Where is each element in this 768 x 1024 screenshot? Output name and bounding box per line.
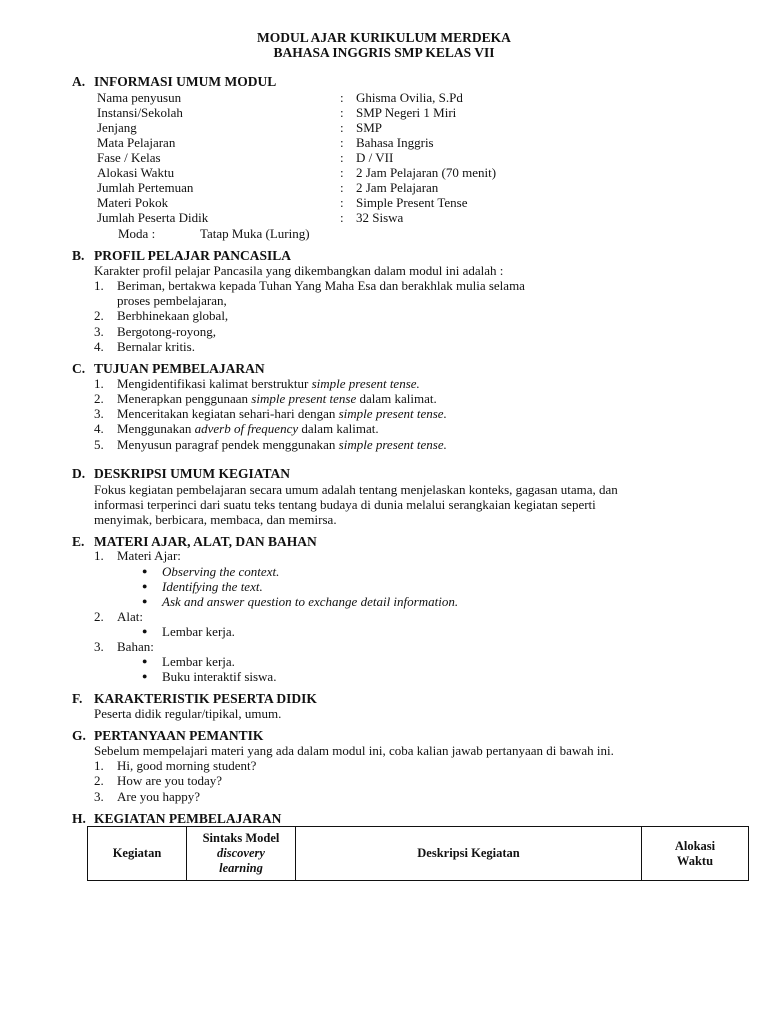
list-item-continuation: proses pembelajaran,: [117, 293, 227, 308]
section-title: PROFIL PELAJAR PANCASILA: [94, 248, 292, 263]
info-value: Simple Present Tense: [356, 195, 468, 210]
info-colon: :: [340, 150, 344, 165]
info-colon: :: [340, 195, 344, 210]
section-e-heading: [72, 534, 317, 550]
info-value: 2 Jam Pelajaran: [356, 180, 439, 195]
list-number: 2.: [94, 609, 104, 624]
bullet-icon: ●: [142, 581, 148, 591]
info-value: 2 Jam Pelajaran (70 menit): [356, 165, 497, 180]
table-header-row: [88, 827, 749, 881]
info-value: Ghisma Ovilia, S.Pd: [356, 90, 463, 105]
section-c-heading: [72, 361, 265, 377]
section-title: DESKRIPSI UMUM KEGIATAN: [94, 466, 291, 481]
section-d-heading: [72, 466, 290, 482]
list-item: How are you today?: [117, 773, 223, 788]
list-item: Bernalar kritis.: [117, 339, 195, 354]
list-number: 2.: [94, 308, 104, 323]
list-number: 3.: [94, 789, 104, 804]
info-value: SMP: [356, 120, 383, 135]
info-label: Materi Pokok: [97, 195, 169, 210]
list-number: 2.: [94, 773, 104, 788]
list-item: Materi Ajar:: [117, 548, 181, 563]
section-letter: F.: [72, 691, 83, 706]
info-value: Bahasa Inggris: [356, 135, 434, 150]
info-colon: :: [340, 180, 344, 195]
list-number: 1.: [94, 548, 104, 563]
paragraph-line: Peserta didik regular/tipikal, umum.: [94, 706, 282, 721]
list-number: 1.: [94, 278, 104, 293]
bullet-item: Ask and answer question to exchange detail information.: [162, 594, 459, 609]
section-letter: H.: [72, 811, 86, 826]
info-colon: :: [340, 105, 344, 120]
bullet-icon: ●: [142, 596, 148, 606]
section-f-heading: [72, 691, 317, 707]
column-header-alokasi: Alokasi Waktu: [642, 827, 749, 881]
info-colon: :: [340, 90, 344, 105]
bullet-item: Observing the context.: [162, 564, 280, 579]
pemantik-intro: Sebelum mempelajari materi yang ada dalam modul ini, coba kalian jawab pertanyaan di bawah ini.: [94, 743, 614, 758]
info-value: D / VII: [356, 150, 394, 165]
info-colon: :: [340, 165, 344, 180]
bullet-item: Identifying the text.: [162, 579, 263, 594]
info-label: Jumlah Pertemuan: [97, 180, 194, 195]
list-item: Berbhinekaan global,: [117, 308, 229, 323]
info-colon: :: [340, 210, 344, 225]
list-number: 3.: [94, 324, 104, 339]
info-colon: :: [340, 120, 344, 135]
moda-label: Moda :: [118, 226, 156, 241]
info-label: Jumlah Peserta Didik: [97, 210, 209, 225]
info-label: Fase / Kelas: [97, 150, 161, 165]
info-label: Alokasi Waktu: [97, 165, 175, 180]
document-title-line1: MODUL AJAR KURIKULUM MERDEKA: [257, 30, 511, 45]
info-label: Nama penyusun: [97, 90, 182, 105]
column-header-kegiatan: Kegiatan: [88, 827, 187, 881]
list-item: Beriman, bertakwa kepada Tuhan Yang Maha Esa dan berakhlak mulia selama: [117, 278, 525, 293]
paragraph-line: informasi terperinci dari suatu teks tentang budaya di dunia melalui serangkaian kegiatan seperti: [94, 497, 596, 512]
section-h-heading: [72, 811, 281, 827]
column-header-deskripsi: Deskripsi Kegiatan: [296, 827, 642, 881]
bullet-icon: ●: [142, 656, 148, 666]
bullet-icon: ●: [142, 626, 148, 636]
section-letter: B.: [72, 248, 85, 263]
section-title: MATERI AJAR, ALAT, DAN BAHAN: [94, 534, 317, 549]
list-number: 5.: [94, 437, 104, 452]
list-number: 4.: [94, 421, 104, 436]
list-item: Menggunakan adverb of frequency dalam kalimat.: [117, 421, 379, 436]
list-item: Bergotong-royong,: [117, 324, 217, 339]
document-title-line2: BAHASA INGGRIS SMP KELAS VII: [273, 45, 495, 60]
list-item: Are you happy?: [117, 789, 201, 804]
section-title: INFORMASI UMUM MODUL: [94, 74, 277, 89]
bullet-item: Lembar kerja.: [162, 654, 235, 669]
section-title: PERTANYAAN PEMANTIK: [94, 728, 264, 743]
list-number: 1.: [94, 758, 104, 773]
list-number: 2.: [94, 391, 104, 406]
section-letter: E.: [72, 534, 85, 549]
list-number: 3.: [94, 639, 104, 654]
list-item: Alat:: [117, 609, 143, 624]
bullet-icon: ●: [142, 566, 148, 576]
section-title: KARAKTERISTIK PESERTA DIDIK: [94, 691, 317, 706]
paragraph-line: menyimak, berbicara, membaca, dan memirsa.: [94, 512, 337, 527]
section-b-heading: [72, 248, 291, 264]
moda-value: Tatap Muka (Luring): [200, 226, 310, 241]
bullet-item: Lembar kerja.: [162, 624, 235, 639]
section-a-heading: [72, 74, 276, 90]
list-item: Menyusun paragraf pendek menggunakan simple present tense.: [117, 437, 447, 452]
list-item: Menceritakan kegiatan sehari-hari dengan simple present tense.: [117, 406, 447, 421]
list-item: Hi, good morning student?: [117, 758, 257, 773]
info-value: 32 Siswa: [356, 210, 404, 225]
section-title: TUJUAN PEMBELAJARAN: [94, 361, 265, 376]
section-letter: G.: [72, 728, 86, 743]
kegiatan-table: [87, 826, 749, 881]
list-item: Bahan:: [117, 639, 154, 654]
section-letter: D.: [72, 466, 86, 481]
list-number: 1.: [94, 376, 104, 391]
paragraph-line: Fokus kegiatan pembelajaran secara umum adalah tentang menjelaskan konteks, gagasan utama, dan: [94, 482, 618, 497]
bullet-icon: ●: [142, 671, 148, 681]
info-value: SMP Negeri 1 Miri: [356, 105, 457, 120]
section-g-heading: [72, 728, 263, 744]
bullet-item: Buku interaktif siswa.: [162, 669, 277, 684]
column-header-sintaks: Sintaks Model discovery learning: [187, 827, 296, 881]
info-label: Jenjang: [97, 120, 137, 135]
info-label: Instansi/Sekolah: [97, 105, 183, 120]
list-number: 3.: [94, 406, 104, 421]
list-number: 4.: [94, 339, 104, 354]
section-letter: C.: [72, 361, 86, 376]
profil-intro: Karakter profil pelajar Pancasila yang dikembangkan dalam modul ini adalah :: [94, 263, 504, 278]
section-letter: A.: [72, 74, 86, 89]
list-item: Menerapkan penggunaan simple present tense dalam kalimat.: [117, 391, 437, 406]
list-item: Mengidentifikasi kalimat berstruktur simple present tense.: [117, 376, 420, 391]
info-colon: :: [340, 135, 344, 150]
info-label: Mata Pelajaran: [97, 135, 176, 150]
section-title: KEGIATAN PEMBELAJARAN: [94, 811, 282, 826]
